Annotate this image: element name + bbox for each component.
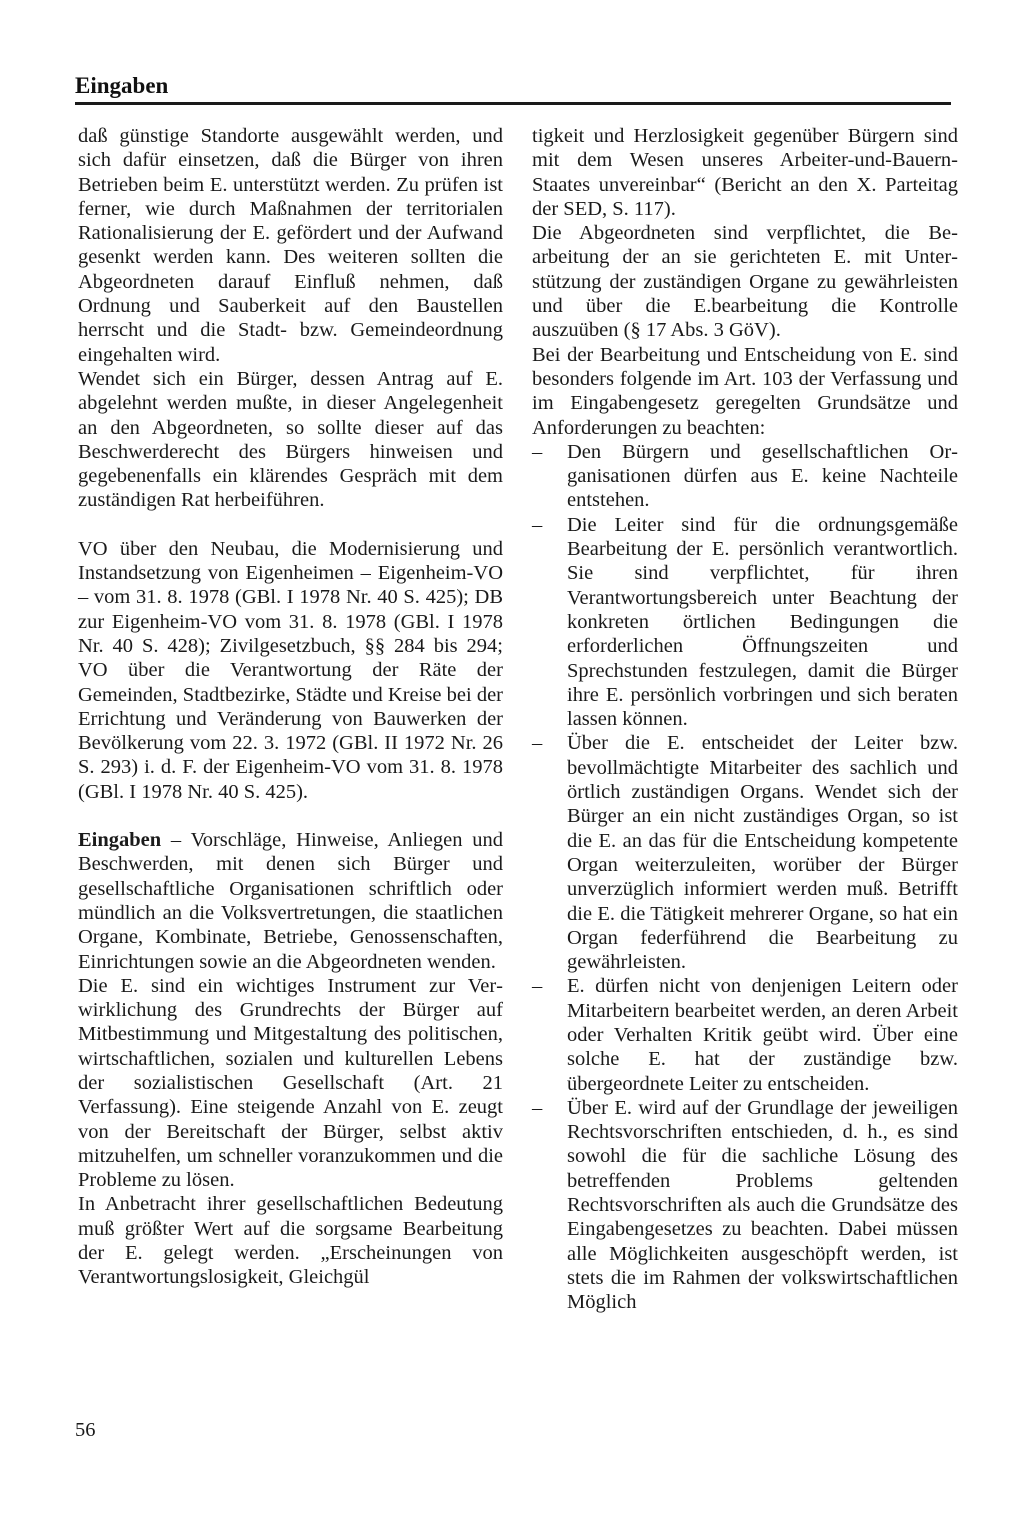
dash-bullet: –	[532, 1096, 543, 1119]
reference-paragraph: VO über den Neubau, die Modernisierung und Instandsetzung von Eigenheimen – Eigenheim-VO – vom 31. 8. 1978 (GBl. I 1978 Nr. 40 S. 425); DB zur Eigenheim-VO vom 31. 8. 1978 (GBl. I 1978 Nr. 40 S. 428); Zivilgesetzbuch, §§ 284 bis 294; VO über die Verantwortung der Räte der Gemeinden, Stadtbezirke, Städte und Kreise bei der Errichtung und Veränderung von Bauwerken der Bevölkerung vom 22. 3. 1972 (GBl. II 1972 Nr. 26 S. 293) i. d. F. der Eigenheim-VO vom 31. 8. 1978 (GBl. I 1978 Nr. 40 S. 425).	[78, 537, 503, 803]
paragraph: daß günstige Standorte ausgewählt werden, und sich dafür einsetzen, daß die Bürger von ihren Betrieben beim E. unterstützt werden. Zu prüfen ist ferner, wie durch Maßnahmen der territorialen Rationalisierung der E. gefördert und der Aufwand gesenkt werden kann. Des weiteren sollten die Abgeordneten darauf Einfluß nehmen, daß Ordnung und Sauberkeit auf den Baustellen herrscht und die Stadt- bzw. Gemeindeordnung eingehalten wird.	[78, 125, 503, 366]
header-title: Eingaben	[75, 73, 169, 98]
left-column	[78, 124, 503, 1290]
entry-paragraph	[78, 828, 503, 974]
dash-bullet: –	[532, 732, 543, 755]
page-number: 56	[75, 1419, 96, 1441]
list-item-text: Über E. wird auf der Grundlage der jeweiligen Rechtsvorschriften entschieden, d. h., es sind sowohl die für die sachliche Lösung des betreffenden Problems geltenden Rechtsvorschriften als auch die Grundsätze des Eingabengesetzes zu beachten. Dabei müssen alle Möglichkeiten ausgeschöpft werden, ist stets die im Rahmen der volkswirtschaftlichen Möglich	[567, 1096, 958, 1314]
principles-list	[532, 440, 958, 1315]
paragraph: tigkeit und Herzlosigkeit gegenüber Bürgern sind mit dem Wesen unseres Arbeiter-und-Bauern-Staates unvereinbar“ (Bericht an den X. Parteitag der SED, S. 117).	[532, 125, 958, 220]
list-item	[532, 1096, 958, 1315]
paragraph: In Anbetracht ihrer gesellschaftlichen Bedeutung muß größter Wert auf die sorgsame Bearbeitung der E. gelegt werden. „Erscheinungen von Verantwortungslosigkeit, Gleichgül	[78, 1193, 503, 1289]
list-item	[532, 731, 958, 974]
dash-bullet: –	[532, 513, 543, 536]
entry-term: Eingaben	[78, 829, 162, 852]
list-item	[532, 974, 958, 1095]
list-item-text: Den Bürgern und gesellschaftlichen Organisationen dürfen aus E. keine Nachteile entstehen.	[567, 440, 958, 512]
paragraph: Die Abgeordneten sind verpflichtet, die Bearbeitung der an sie gerichteten E. mit Unterstützung der zuständigen Organe zu gewährleisten und über die E.bearbeitung die Kontrolle auszuüben (§ 17 Abs. 3 GöV).	[532, 222, 958, 342]
list-item	[532, 513, 958, 732]
dash-bullet: –	[532, 440, 543, 463]
paragraph-gap	[78, 804, 503, 828]
running-header	[75, 72, 951, 100]
list-item	[532, 440, 958, 513]
paragraph: Die E. sind ein wichtiges Instrument zur Verwirklichung des Grundrechts der Bürger auf Mitbestimmung und Mitgestaltung des politischen, wirtschaftlichen, sozialen und kulturellen Lebens der sozialistischen Gesellschaft (Art. 21 Verfassung). Eine steigende Anzahl von E. zeugt von der Bereitschaft der Bürger, selbst aktiv mitzuhelfen, um schneller voranzukommen und die Probleme zu lösen.	[78, 974, 503, 1192]
paragraph: Wendet sich ein Bürger, dessen Antrag auf E. abgelehnt werden mußte, in dieser Angelegenheit an den Abgeordneten, so sollte dieser auf das Beschwerderecht des Bürgers hinweisen und gegebenenfalls ein klärendes Gespräch mit dem zuständigen Rat herbeiführen.	[78, 367, 503, 512]
paragraph: Bei der Bearbeitung und Entscheidung von E. sind besonders folgende im Art. 103 der Verfassung und im Eingabengesetz geregelten Grundsätze und Anforderungen zu beachten:	[532, 343, 958, 439]
header-rule	[75, 102, 951, 105]
list-item-text: Die Leiter sind für die ordnungsgemäße Bearbeitung der E. persönlich verantwortlich. Sie sind verpflichtet, für ihren Verantwortungsbereich unter Beachtung der konkreten örtlichen Bedingungen die erforderlichen Öffnungszeiten und Sprechstunden festzulegen, damit die Bürger ihre E. persönlich vorbringen und sich beraten lassen können.	[567, 513, 958, 731]
list-item-text: Über die E. entscheidet der Leiter bzw. bevollmächtigte Mitarbeiter des sachlich und örtlich zuständigen Organs. Wendet sich der Bürger an ein nicht zuständiges Organ, so ist die E. an das für die Entscheidung kompetente Organ weiterzuleiten, worüber der Bürger unverzüglich informiert werden muß. Betrifft die E. die Tätigkeit mehrerer Organe, so hat ein Organ federführend die Bearbeitung zu gewährleisten.	[567, 732, 958, 974]
entry-definition: – Vorschläge, Hinweise, Anliegen und Beschwerden, mit denen sich Bürger und gesellschaftliche Organisationen schriftlich oder mündlich an die Volksvertretungen, die staatlichen Organe, Kombinate, Betriebe, Genossenschaften, Einrichtungen sowie an die Abgeordneten wenden.	[78, 829, 503, 973]
right-column	[532, 124, 958, 1315]
list-item-text: E. dürfen nicht von denjenigen Leitern oder Mitarbeitern bearbeitet werden, an deren Arbeit oder Verhalten Kritik geübt wird. Über eine solche E. hat der zuständige bzw. übergeordnete Leiter zu entscheiden.	[567, 975, 958, 1095]
dash-bullet: –	[532, 975, 543, 998]
paragraph-gap	[78, 513, 503, 537]
